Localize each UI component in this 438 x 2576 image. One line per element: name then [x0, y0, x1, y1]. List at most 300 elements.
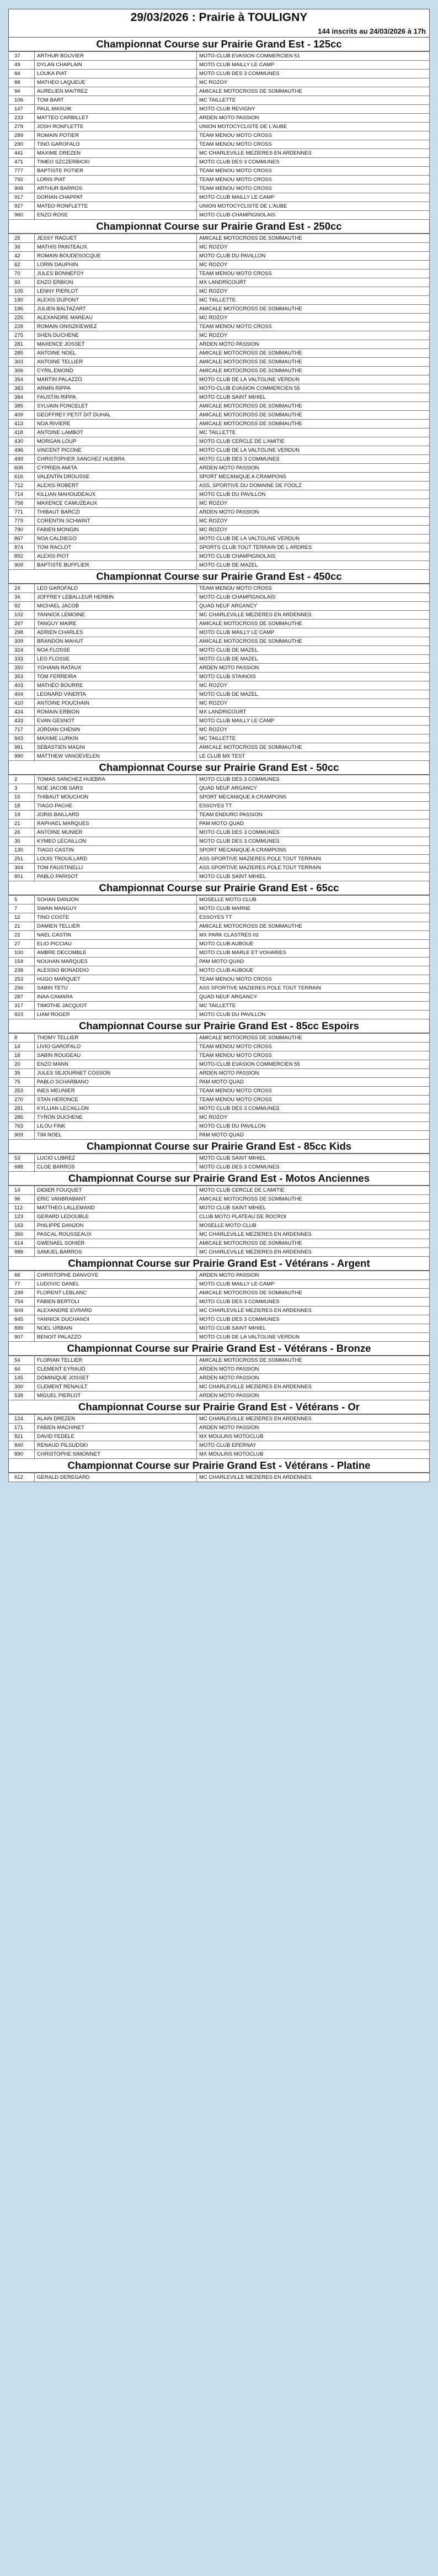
rider-number: 163	[9, 1221, 35, 1230]
rider-club: AMICALE MOTOCROSS DE SOMMAUTHE	[197, 402, 430, 411]
rider-club: MC ROZOY	[197, 78, 430, 87]
rider-number: 801	[9, 872, 35, 881]
rider-number: 66	[9, 1271, 35, 1280]
rider-club: TEAM MENOU MOTO CROSS	[197, 1096, 430, 1104]
rider-number: 84	[9, 70, 35, 78]
rider-club: AMICALE MOTOCROSS DE SOMMAUTHE	[197, 637, 430, 646]
rider-number: 281	[9, 340, 35, 349]
rider-club: MOTO CLUB AUBOUE	[197, 966, 430, 975]
rider-club: MOTO CLUB SAINT MIHIEL	[197, 393, 430, 402]
table-row	[9, 314, 430, 322]
table-row	[9, 105, 430, 114]
table-row	[9, 61, 430, 70]
rider-club: ARDEN MOTO PASSION	[197, 114, 430, 123]
rider-number: 267	[9, 620, 35, 628]
rider-name: JOSH RONFLETTE	[35, 123, 197, 131]
rider-club: MOTO CLUB DU PAVILLON	[197, 252, 430, 261]
rider-name: MATHIS PAINTEAUX	[35, 243, 197, 252]
table-row	[9, 1204, 430, 1213]
rider-number: 130	[9, 846, 35, 855]
rider-name: TIMOTHE JACQUOT	[35, 1002, 197, 1011]
rider-number: 496	[9, 446, 35, 455]
entry-table	[8, 895, 430, 1019]
rider-name: CHRISTOPHE DANVOYE	[35, 1271, 197, 1280]
table-row	[9, 1221, 430, 1230]
table-row	[9, 864, 430, 872]
rider-number: 714	[9, 490, 35, 499]
rider-name: TOM FERREIRA	[35, 673, 197, 681]
rider-club: AMICALE MOTOCROSS DE SOMMAUTHE	[197, 1034, 430, 1043]
rider-club: ARDEN MOTO PASSION	[197, 664, 430, 673]
rider-name: ALEXIS PIOT	[35, 552, 197, 561]
table-row	[9, 1424, 430, 1432]
table-row	[9, 628, 430, 637]
table-row	[9, 167, 430, 176]
table-row	[9, 1441, 430, 1450]
rider-name: JORIS BAILLARD	[35, 811, 197, 819]
rider-number: 123	[9, 1213, 35, 1221]
table-row	[9, 1122, 430, 1131]
rider-club: MC TAILLETTE	[197, 96, 430, 105]
rider-number: 433	[9, 717, 35, 726]
rider-name: ALEXIS DUPONT	[35, 296, 197, 305]
rider-club: AMICALE MOTOCROSS DE SOMMAUTHE	[197, 87, 430, 96]
rider-club: MOTO CLUB DES 3 COMMUNES	[197, 70, 430, 78]
rider-number: 403	[9, 681, 35, 690]
rider-number: 287	[9, 993, 35, 1002]
rider-name: SEBASTIEN MAGNI	[35, 743, 197, 752]
rider-number: 923	[9, 1011, 35, 1019]
rider-club: ARDEN MOTO PASSION	[197, 340, 430, 349]
rider-number: 25	[9, 234, 35, 243]
rider-name: SABIN TETU	[35, 984, 197, 993]
table-row	[9, 637, 430, 646]
rider-club: QUAD NEUF ARGANCY	[197, 602, 430, 611]
table-row	[9, 717, 430, 726]
category-section	[8, 761, 430, 881]
table-row	[9, 993, 430, 1002]
table-row	[9, 837, 430, 846]
entry-list-page	[8, 0, 430, 1482]
rider-name: TANGUY MAIRE	[35, 620, 197, 628]
table-row	[9, 411, 430, 420]
rider-name: DIDIER FOUQUET	[35, 1186, 197, 1195]
rider-name: CYPRIEN AMITA	[35, 464, 197, 473]
rider-club: MOTO CLUB DES 3 COMMUNES	[197, 828, 430, 837]
rider-number: 18	[9, 802, 35, 811]
rider-number: 385	[9, 402, 35, 411]
rider-name: ROMAIN ERBION	[35, 708, 197, 717]
rider-name: MATHEO BOURRE	[35, 681, 197, 690]
rider-name: LIVIO GAROFALO	[35, 1043, 197, 1051]
rider-name: SOHAN DANJON	[35, 896, 197, 904]
table-row	[9, 420, 430, 429]
table-row	[9, 922, 430, 931]
rider-name: LIAM ROGER	[35, 1011, 197, 1019]
rider-club: QUAD NEUF ARGANCY	[197, 784, 430, 793]
rider-club: ARDEN MOTO PASSION	[197, 1365, 430, 1374]
rider-name: NOA CALDIEGO	[35, 535, 197, 543]
rider-number: 94	[9, 87, 35, 96]
rider-club: MOTO CLUB DE LA VALTOLINE VERDUN	[197, 446, 430, 455]
rider-name: FABIEN MACHINET	[35, 1424, 197, 1432]
rider-number: 2	[9, 775, 35, 784]
rider-number: 309	[9, 637, 35, 646]
table-row	[9, 975, 430, 984]
rider-name: TIMEO SZCZERBICKI	[35, 158, 197, 167]
rider-club: MOTO CLUB MARNE	[197, 904, 430, 913]
entry-table	[8, 1154, 430, 1172]
rider-number: 225	[9, 314, 35, 322]
rider-number: 171	[9, 1424, 35, 1432]
rider-club: MOTO CLUB SAINT MIHIEL	[197, 1324, 430, 1333]
rider-number: 988	[9, 1248, 35, 1257]
table-row	[9, 811, 430, 819]
rider-club: MOTO-CLUB EVASION COMMERCIEN 51	[197, 52, 430, 61]
rider-name: MIGUEL PIERLOT	[35, 1392, 197, 1400]
category-section	[8, 1459, 430, 1482]
table-row	[9, 305, 430, 314]
category-title: Championnat Course sur Prairie Grand Est - 85cc Kids	[8, 1140, 430, 1154]
rider-name: TOMAS SANCHEZ HUEBRA	[35, 775, 197, 784]
rider-club: TEAM MENOU MOTO CROSS	[197, 975, 430, 984]
rider-club: MC ROZOY	[197, 261, 430, 269]
category-title: Championnat Course sur Prairie Grand Est - 65cc	[8, 881, 430, 895]
rider-number: 350	[9, 664, 35, 673]
table-row	[9, 1113, 430, 1122]
table-row	[9, 846, 430, 855]
rider-name: LORIS PIAT	[35, 176, 197, 184]
rider-number: 54	[9, 1356, 35, 1365]
rider-name: AMBRE DECOMBLE	[35, 949, 197, 958]
rider-club: TEAM MENOU MOTO CROSS	[197, 131, 430, 140]
rider-name: JORDAN CHENIN	[35, 726, 197, 734]
rider-number: 19	[9, 811, 35, 819]
rider-number: 14	[9, 1043, 35, 1051]
table-row	[9, 176, 430, 184]
table-row	[9, 202, 430, 211]
rider-number: 42	[9, 252, 35, 261]
rider-name: NOEL URBAIN	[35, 1324, 197, 1333]
rider-club: UNION MOTOCYCLISTE DE L'AUBE	[197, 123, 430, 131]
rider-name: ALEXANDRE MAREAU	[35, 314, 197, 322]
rider-number: 424	[9, 708, 35, 717]
rider-name: TINO COSTE	[35, 913, 197, 922]
rider-club: ARDEN MOTO PASSION	[197, 508, 430, 517]
table-row	[9, 1011, 430, 1019]
rider-name: ENZO MANN	[35, 1060, 197, 1069]
rider-club: MC CHARLEVILLE MEZIERES EN ARDENNES	[197, 149, 430, 158]
rider-number: 18	[9, 1051, 35, 1060]
table-row	[9, 752, 430, 761]
rider-club: MC CHARLEVILLE MEZIERES EN ARDENNES	[197, 1230, 430, 1239]
category-title: Championnat Course sur Prairie Grand Est - Vétérans - Bronze	[8, 1342, 430, 1356]
rider-club: MOTO CLUB SAINT MIHIEL	[197, 872, 430, 881]
rider-number: 404	[9, 690, 35, 699]
table-row	[9, 620, 430, 628]
rider-name: LENNY PIERLOT	[35, 287, 197, 296]
rider-name: KILLIAN MAHOUDEAUX	[35, 490, 197, 499]
rider-name: NOA RIVIERE	[35, 420, 197, 429]
table-row	[9, 1186, 430, 1195]
rider-club: AMICALE MOTOCROSS DE SOMMAUTHE	[197, 620, 430, 628]
table-row	[9, 1069, 430, 1078]
table-row	[9, 52, 430, 61]
table-row	[9, 261, 430, 269]
rider-name: YANNICK DUCHANOI	[35, 1315, 197, 1324]
rider-club: AMICALE MOTOCROSS DE SOMMAUTHE	[197, 922, 430, 931]
rider-number: 154	[9, 958, 35, 966]
rider-number: 792	[9, 176, 35, 184]
rider-name: LUDOVIC DANEL	[35, 1280, 197, 1289]
table-row	[9, 87, 430, 96]
table-row	[9, 593, 430, 602]
rider-name: RAPHAEL MARQUES	[35, 819, 197, 828]
rider-name: PABLO PARISOT	[35, 872, 197, 881]
rider-number: 93	[9, 278, 35, 287]
table-row	[9, 543, 430, 552]
category-section	[8, 881, 430, 1019]
rider-number: 304	[9, 864, 35, 872]
rider-name: PABLO SCHARBANO	[35, 1078, 197, 1087]
rider-club: MOTO CLUB DE MAZEL	[197, 646, 430, 655]
category-section	[8, 1342, 430, 1400]
rider-number: 471	[9, 158, 35, 167]
rider-name: ARTHUR BARROS	[35, 184, 197, 193]
table-row	[9, 726, 430, 734]
rider-club: TEAM MENOU MOTO CROSS	[197, 184, 430, 193]
rider-club: MOTO CLUB CERCLE DE L'AMITIE	[197, 1186, 430, 1195]
rider-name: GERALD DEREGARD	[35, 1473, 197, 1482]
rider-name: MAXENCE CAMUZEAUX	[35, 499, 197, 508]
rider-number: 26	[9, 828, 35, 837]
rider-club: TEAM ENDURO PASSION	[197, 811, 430, 819]
rider-name: FABIEN MONGIN	[35, 526, 197, 535]
table-row	[9, 508, 430, 517]
rider-club: MOTO CLUB DU PAVILLON	[197, 1122, 430, 1131]
table-row	[9, 708, 430, 717]
rider-club: MOTO CLUB MAILLY LE CAMP	[197, 628, 430, 637]
rider-number: 75	[9, 1078, 35, 1087]
rider-club: MC ROZOY	[197, 243, 430, 252]
rider-club: MC ROZOY	[197, 681, 430, 690]
rider-name: ALEXANDRE EVRARD	[35, 1306, 197, 1315]
rider-name: KYLLIAN LECAILLON	[35, 1104, 197, 1113]
rider-club: SPORT MECANIQUE A CRAMPONS	[197, 846, 430, 855]
rider-number: 821	[9, 1432, 35, 1441]
rider-name: DYLAN CHAPLAIN	[35, 61, 197, 70]
rider-number: 899	[9, 1324, 35, 1333]
table-row	[9, 526, 430, 535]
rider-number: 384	[9, 393, 35, 402]
rider-name: ELIO PICCIAU	[35, 940, 197, 949]
rider-number: 124	[9, 1415, 35, 1424]
rider-club: MOTO CLUB DES 3 COMMUNES	[197, 775, 430, 784]
rider-name: SAMUEL BARROS	[35, 1248, 197, 1257]
rider-club: TEAM MENOU MOTO CROSS	[197, 584, 430, 593]
table-row	[9, 482, 430, 490]
rider-club: MC CHARLEVILLE MEZIERES EN ARDENNES	[197, 1248, 430, 1257]
rider-club: ARDEN MOTO PASSION	[197, 1392, 430, 1400]
rider-name: ANTOINE TELLIER	[35, 358, 197, 367]
rider-club: MC TAILLETTE	[197, 429, 430, 437]
rider-number: 289	[9, 131, 35, 140]
rider-number: 410	[9, 699, 35, 708]
rider-number: 53	[9, 1154, 35, 1163]
rider-name: NOE JACOB SARS	[35, 784, 197, 793]
table-row	[9, 1078, 430, 1087]
rider-club: ASS SPORTIVE MAZIERES POLE TOUT TERRAIN	[197, 984, 430, 993]
category-section	[8, 1172, 430, 1257]
rider-number: 96	[9, 1195, 35, 1204]
rider-number: 49	[9, 61, 35, 70]
table-row	[9, 1087, 430, 1096]
rider-number: 298	[9, 628, 35, 637]
rider-club: MC ROZOY	[197, 499, 430, 508]
table-row	[9, 287, 430, 296]
rider-club: MX LANDRICOURT	[197, 708, 430, 717]
category-section	[8, 1400, 430, 1459]
rider-club: TEAM MENOU MOTO CROSS	[197, 1043, 430, 1051]
rider-club: AMICALE MOTOCROSS DE SOMMAUTHE	[197, 1239, 430, 1248]
entry-table	[8, 1271, 430, 1342]
rider-number: 917	[9, 193, 35, 202]
rider-club: AMICALE MOTOCROSS DE SOMMAUTHE	[197, 349, 430, 358]
rider-number: 253	[9, 975, 35, 984]
rider-number: 233	[9, 114, 35, 123]
table-row	[9, 367, 430, 375]
rider-club: AMICALE MOTOCROSS DE SOMMAUTHE	[197, 743, 430, 752]
rider-number: 88	[9, 78, 35, 87]
rider-name: ARMIN RIPPA	[35, 384, 197, 393]
rider-club: MX LANDRICOURT	[197, 278, 430, 287]
entry-table	[8, 584, 430, 761]
rider-club: MOTO CLUB MAILLY LE CAMP	[197, 61, 430, 70]
category-section	[8, 1140, 430, 1172]
rider-name: ARTHUR BOUVIER	[35, 52, 197, 61]
rider-name: NAEL CASTIN	[35, 931, 197, 940]
table-row	[9, 1356, 430, 1365]
table-row	[9, 673, 430, 681]
rider-name: GWENAEL SOHIER	[35, 1239, 197, 1248]
table-row	[9, 243, 430, 252]
rider-club: MC CHARLEVILLE MEZIERES EN ARDENNES	[197, 1306, 430, 1315]
table-row	[9, 802, 430, 811]
category-title: Championnat Course sur Prairie Grand Est - Vétérans - Platine	[8, 1459, 430, 1473]
entry-table	[8, 1033, 430, 1140]
table-row	[9, 517, 430, 526]
table-row	[9, 1315, 430, 1324]
table-row	[9, 1298, 430, 1306]
table-row	[9, 78, 430, 87]
rider-number: 147	[9, 105, 35, 114]
rider-name: CLEMENT RENAULT	[35, 1383, 197, 1392]
table-row	[9, 690, 430, 699]
rider-club: MC TAILLETTE	[197, 1002, 430, 1011]
rider-number: 92	[9, 602, 35, 611]
entry-table	[8, 51, 430, 220]
rider-name: SABIN ROUGEAU	[35, 1051, 197, 1060]
table-row	[9, 1248, 430, 1257]
rider-club: AMICALE MOTOCROSS DE SOMMAUTHE	[197, 234, 430, 243]
rider-club: MC ROZOY	[197, 517, 430, 526]
table-row	[9, 855, 430, 864]
table-row	[9, 784, 430, 793]
rider-name: BAPTISTE POTIER	[35, 167, 197, 176]
rider-club: MOSELLE MOTO CLUB	[197, 896, 430, 904]
rider-club: SPORT MECANIQUE A CRAMPONS	[197, 473, 430, 482]
rider-name: ANTOINE MUNIER	[35, 828, 197, 837]
rider-club: MOTO CLUB DE MAZEL	[197, 561, 430, 570]
table-row	[9, 211, 430, 220]
rider-name: SYLVAIN PONCELET	[35, 402, 197, 411]
rider-name: YANNICK LEMOINE	[35, 611, 197, 620]
rider-club: ARDEN MOTO PASSION	[197, 1374, 430, 1383]
rider-name: ALESSIO BONADDIO	[35, 966, 197, 975]
rider-number: 712	[9, 482, 35, 490]
rider-number: 228	[9, 322, 35, 331]
table-row	[9, 1365, 430, 1374]
rider-name: RENAUD PILSUDSKI	[35, 1441, 197, 1450]
rider-club: TEAM MENOU MOTO CROSS	[197, 140, 430, 149]
rider-club: MC ROZOY	[197, 699, 430, 708]
rider-name: FAUSTIN RIPPA	[35, 393, 197, 402]
rider-number: 350	[9, 1230, 35, 1239]
table-row	[9, 446, 430, 455]
table-row	[9, 931, 430, 940]
registration-count: 144 inscrits au 24/03/2026 à 17h	[318, 27, 426, 35]
table-row	[9, 184, 430, 193]
rider-name: JOFFREY LEBALLEUR HERBIN	[35, 593, 197, 602]
rider-club: MOTO CLUB CHAMPIGNOLAIS	[197, 552, 430, 561]
table-row	[9, 1213, 430, 1221]
rider-name: MAXENCE JOSSET	[35, 340, 197, 349]
table-row	[9, 158, 430, 167]
table-row	[9, 1051, 430, 1060]
rider-name: CHRISTOPHE SIMONNET	[35, 1450, 197, 1459]
table-row	[9, 1333, 430, 1342]
rider-club: MC ROZOY	[197, 1113, 430, 1122]
rider-number: 5	[9, 896, 35, 904]
rider-club: MOTO CLUB DES 3 COMMUNES	[197, 837, 430, 846]
rider-club: MOTO CLUB CHAMPIGNOLAIS	[197, 211, 430, 220]
entry-table	[8, 775, 430, 881]
category-section	[8, 570, 430, 761]
table-row	[9, 681, 430, 690]
rider-number: 285	[9, 349, 35, 358]
category-title: Championnat Course sur Prairie Grand Est - Vétérans - Argent	[8, 1257, 430, 1271]
rider-name: GEOFFREY PETIT DIT DUHAL	[35, 411, 197, 420]
rider-number: 771	[9, 508, 35, 517]
category-section	[8, 38, 430, 220]
rider-club: MC ROZOY	[197, 287, 430, 296]
table-row	[9, 358, 430, 367]
rider-name: THIBAUT BARCZI	[35, 508, 197, 517]
entry-table	[8, 1186, 430, 1257]
rider-number: 14	[9, 1186, 35, 1195]
rider-name: INES MEUNIER	[35, 1087, 197, 1096]
rider-name: ROMAIN ONISZKIEWIEZ	[35, 322, 197, 331]
table-row	[9, 331, 430, 340]
rider-club: TEAM MENOU MOTO CROSS	[197, 269, 430, 278]
rider-number: 609	[9, 1306, 35, 1315]
rider-name: TOM RACLOT	[35, 543, 197, 552]
rider-number: 34	[9, 593, 35, 602]
rider-number: 890	[9, 1450, 35, 1459]
table-row	[9, 1374, 430, 1383]
rider-club: ESSOYES TT	[197, 802, 430, 811]
category-title: Championnat Course sur Prairie Grand Est - 250cc	[8, 220, 430, 234]
